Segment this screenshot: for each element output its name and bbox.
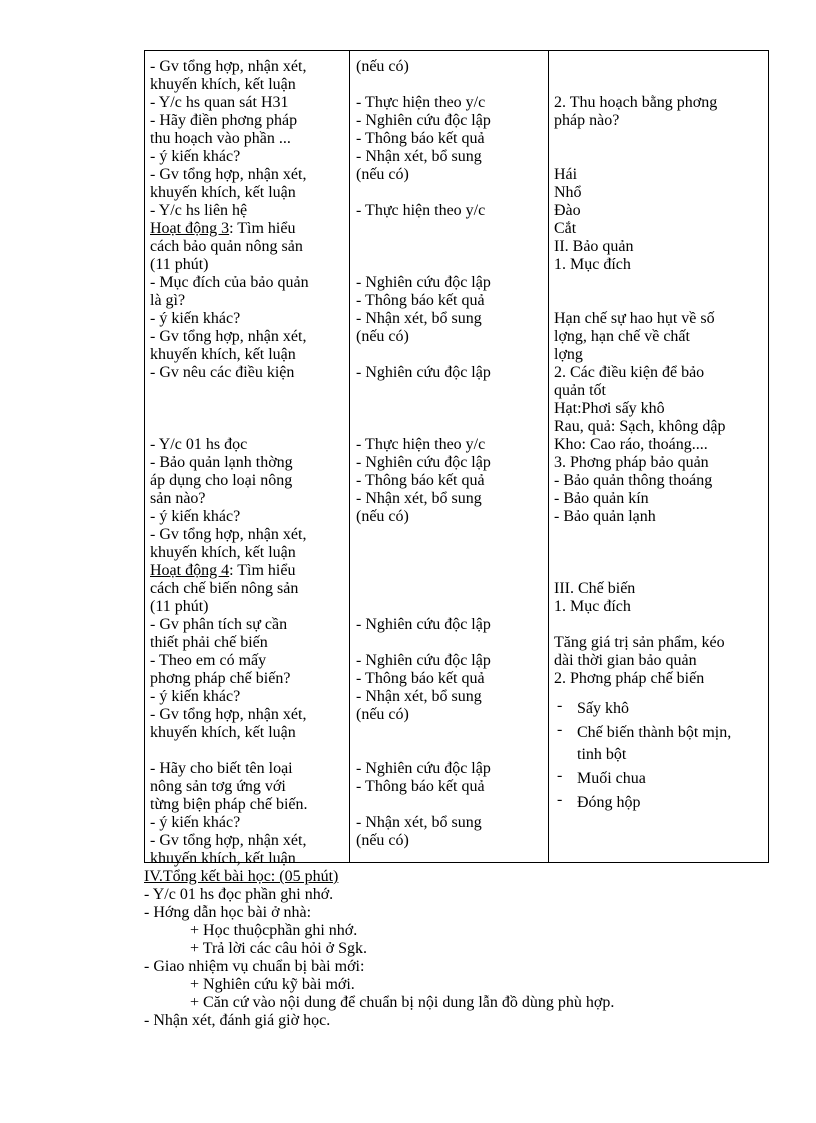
student-line: - Nghiên cứu độc lập [356,454,491,471]
activity-heading-text: : Tìm hiểu [229,562,296,579]
summary-line: - Giao nhiệm vụ chuẩn bị bài mới: [144,958,365,975]
teacher-line: - Mục đích của bảo quản [150,274,309,291]
method-item [554,698,766,720]
student-line: (nếu có) [356,328,409,345]
student-line [356,796,544,814]
teacher-line [150,562,346,580]
student-line: - Nghiên cứu độc lập [356,760,491,777]
content-lines [554,58,766,688]
student-line [356,256,544,274]
content-line: quản tốt [554,382,606,399]
student-line: - Thông báo kết quả [356,778,485,795]
content-line: pháp nào? [554,112,620,129]
student-line: (nếu có) [356,706,409,723]
method-item [554,792,766,814]
teacher-line: - Theo em có mấy [150,652,267,669]
student-line: (nếu có) [356,508,409,525]
teacher-activity-column [150,58,346,868]
teacher-line: - Gv tổng hợp, nhận xét, [150,166,307,183]
summary-line: - Y/c 01 hs đọc phần ghi nhớ. [144,886,334,903]
student-line: - Thông báo kết quả [356,472,485,489]
content-line: - Bảo quản lạnh [554,508,656,525]
student-line [356,238,544,256]
teacher-line [150,382,346,400]
student-line: - Nghiên cứu độc lập [356,274,491,291]
bullet-icon: - [557,697,563,714]
teacher-line: - Bảo quản lạnh thờng [150,454,293,471]
student-line [356,580,544,598]
teacher-line: - Gv nêu các điều kiện [150,364,295,381]
content-line [554,526,766,544]
teacher-line: khuyến khích, kết luận [150,850,296,867]
lesson-summary [144,868,614,1030]
content-line: Hạt:Phơi sấy khô [554,400,665,417]
summary-line: - Hớng dẫn học bài ở nhà: [144,904,312,921]
bullet-icon: - [557,767,563,784]
teacher-line: - Y/c hs quan sát H31 [150,94,289,111]
content-line: Cắt [554,220,577,237]
content-line: III. Chế biến [554,580,636,597]
activity-heading-text: : Tìm hiểu [229,220,296,237]
teacher-line: khuyến khích, kết luận [150,544,296,561]
content-line: - Bảo quản kín [554,490,649,507]
student-line [356,634,544,652]
method-text: Muối chua [577,770,646,787]
column-divider [349,51,350,862]
content-line: lợng, hạn chế về chất [554,328,690,345]
method-text: Sấy khô [577,700,629,717]
summary-line: - Nhận xét, đánh giá giờ học. [144,1012,331,1029]
student-line [356,724,544,742]
student-line [356,598,544,616]
student-line [356,400,544,418]
teacher-line: - ý kiến khác? [150,310,241,327]
teacher-line: từng biện pháp chế biến. [150,796,308,813]
summary-lines [144,886,614,1030]
content-line: Hái [554,166,578,183]
teacher-line: - Gv phân tích sự cần [150,616,288,633]
teacher-line: áp dụng cho loại nông [150,472,293,489]
content-line: II. Bảo quản [554,238,634,255]
student-line: - Nhận xét, bổ sung [356,814,482,831]
teacher-line [150,400,346,418]
content-line: Đào [554,202,581,219]
teacher-line [150,742,346,760]
teacher-line: phơng pháp chế biến? [150,670,291,687]
content-line: lợng [554,346,583,363]
teacher-line: - Hãy điền phơng pháp [150,112,298,129]
method-text: Đóng hộp [577,794,641,811]
student-line: - Thông báo kết quả [356,130,485,147]
teacher-line: - ý kiến khác? [150,508,241,525]
content-line [554,544,766,562]
student-line: - Nhận xét, bổ sung [356,490,482,507]
student-activity-column [356,58,544,850]
student-line [356,742,544,760]
teacher-line [150,418,346,436]
student-line: (nếu có) [356,58,409,75]
processing-methods-list [554,698,766,814]
content-line: 2. Các điều kiện để bảo [554,364,705,381]
teacher-line: khuyến khích, kết luận [150,76,296,93]
student-line [356,526,544,544]
content-line: Rau, quả: Sạch, không dập [554,418,726,435]
content-line [554,616,766,634]
content-line: Kho: Cao ráo, thoáng.... [554,436,708,453]
content-line: 1. Mục đích [554,256,631,273]
content-line: Nhổ [554,184,582,201]
student-line: - Nhận xét, bổ sung [356,310,482,327]
activity-heading: Hoạt động 4 [150,562,230,579]
teacher-line: cách chế biến nông sản [150,580,299,597]
content-line [554,274,766,292]
teacher-line: - Gv tổng hợp, nhận xét, [150,706,307,723]
teacher-line: - ý kiến khác? [150,814,241,831]
method-item [554,768,766,790]
content-line [554,76,766,94]
teacher-line: khuyến khích, kết luận [150,346,296,363]
content-line: dài thời gian bảo quản [554,652,697,669]
student-line [356,220,544,238]
content-line: 2. Phơng pháp chế biến [554,670,705,687]
student-line: - Nghiên cứu độc lập [356,616,491,633]
teacher-line: thu hoạch vào phần ... [150,130,291,147]
student-line [356,184,544,202]
teacher-line: - Y/c hs liên hệ [150,202,248,219]
teacher-line: thiết phải chế biến [150,634,268,651]
student-line: (nếu có) [356,832,409,849]
summary-line: + Trả lời các câu hỏi ở Sgk. [190,940,368,957]
student-line: - Thông báo kết quả [356,670,485,687]
summary-line: + Học thuộcphần ghi nhớ. [190,922,358,939]
content-line: 3. Phơng pháp bảo quản [554,454,709,471]
student-line: - Nhận xét, bổ sung [356,688,482,705]
content-line [554,130,766,148]
bullet-icon: - [557,791,563,808]
summary-heading: IV.Tổng kết bài học: (05 phút) [144,868,339,885]
teacher-line: cách bảo quản nông sản [150,238,303,255]
content-line: 1. Mục đích [554,598,631,615]
student-line: - Nhận xét, bổ sung [356,148,482,165]
activity-heading: Hoạt động 3 [150,220,230,237]
content-line: 2. Thu hoạch bằng phơng [554,94,718,111]
student-line: - Nghiên cứu độc lập [356,364,491,381]
teacher-line: - Gv tổng hợp, nhận xét, [150,328,307,345]
teacher-line: - ý kiến khác? [150,688,241,705]
column-divider [548,51,549,862]
teacher-line: - Gv tổng hợp, nhận xét, [150,58,307,75]
teacher-line: (11 phút) [150,256,209,273]
content-line [554,292,766,310]
student-line [356,562,544,580]
teacher-line: là gì? [150,292,186,309]
content-line: Hạn chế sự hao hụt về số [554,310,715,327]
summary-line: + Căn cứ vào nội dung để chuẩn bị nội dung lẫn đồ dùng phù hợp. [190,994,615,1011]
teacher-line: (11 phút) [150,598,209,615]
method-item [554,722,766,766]
teacher-line: - Gv tổng hợp, nhận xét, [150,526,307,543]
lesson-content-column [554,58,766,816]
teacher-line: sản nào? [150,490,206,507]
content-line: - Bảo quản thông thoáng [554,472,713,489]
content-line [554,148,766,166]
bullet-icon: - [557,721,563,738]
student-line [356,76,544,94]
teacher-line: khuyến khích, kết luận [150,724,296,741]
student-line: - Nghiên cứu độc lập [356,112,491,129]
content-line: Tăng giá trị sản phẩm, kéo [554,634,725,651]
student-line [356,544,544,562]
teacher-line: - Hãy cho biết tên loại [150,760,293,777]
summary-line: + Nghiên cứu kỹ bài mới. [190,976,355,993]
student-line: (nếu có) [356,166,409,183]
teacher-line: - Y/c 01 hs đọc [150,436,248,453]
lesson-table [144,50,769,867]
student-line [356,418,544,436]
student-line: - Thực hiện theo y/c [356,436,486,453]
teacher-line: nông sản tơg ứng với [150,778,286,795]
student-line [356,382,544,400]
student-line: - Thực hiện theo y/c [356,94,486,111]
student-line: - Nghiên cứu độc lập [356,652,491,669]
teacher-line: - ý kiến khác? [150,148,241,165]
student-line: - Thông báo kết quả [356,292,485,309]
method-text: Chế biến thành bột mịn, tinh bột [577,724,732,763]
student-line [356,346,544,364]
content-line [554,58,766,76]
teacher-line: - Gv tổng hợp, nhận xét, [150,832,307,849]
student-line: - Thực hiện theo y/c [356,202,486,219]
teacher-line: khuyến khích, kết luận [150,184,296,201]
content-line [554,562,766,580]
teacher-line [150,220,346,238]
